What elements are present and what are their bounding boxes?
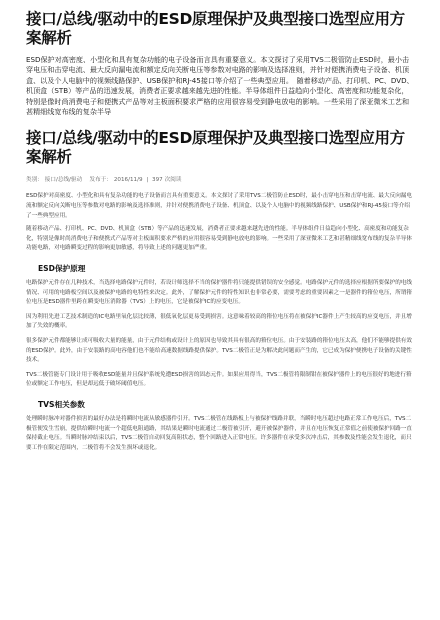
category-label: 类别：: [26, 177, 43, 184]
article-paragraph: 很多保护元件都能够让成可吸收大量的能量，由于元件结构或设计上的原因也导致其具有很高的箝位电压。由于安装路的箝位电压太高，他们不能够提供有效的ESD保护。此外，由于安装路的高电容他们也不能给高速数据线路提供保护。TVS二极管正是为解决此问题而产生的，它已成为保护便携电子设备的关键性技术。: [26, 337, 412, 364]
article-paragraph: ESD保护对高密度、小型化和具有复杂功能的电子设备而言具有重要意义。本文探讨了采用TVS二极管防止ESD时，最小击穿电压和击穿电流、最大反向漏电流和额定反向关断电压等参数对电路的影响及选择准则，并针对便携消费电子设备、机顶盒、以及个人电脑中的视频线路保护、USB保护和RJ-45接口等介绍了一些典型应用。: [26, 193, 412, 219]
date-label: 发布于：: [89, 177, 112, 184]
article-paragraph: 电路保护元件存在几种技术，当选择电路保护元件时，若设计师选择不当的保护器件将只能提供错误的安全感觉。电路保护元件的选择应根据所要保护的电线情况、可用的电路板空间以及被保护电路的电特性来决定。此外，了解保护元件的特性知识也非常必要，需要考虑的重要因素之一是器件的箝位电压，所谓箝位电压是ESD器件里跨在瞬变电压消除器（TVS）上的电压，它是被保护IC的应变电压。: [26, 280, 412, 306]
summary-text: ESD保护对高密度、小型化和具有复杂功能的电子设备而言具有重要意义。本文探讨了采用TVS二极管防止ESD时，最小击穿电压和击穿电流、最大反向漏电流和额定反向关断电压等参数对电路的影响及选择准则，并针对便携消费电子设备、机顶盒、以及个人电脑中的视频线路保护、USB保护和RJ-45接口等介绍了一些典型应用。 随着移动产品、打印机、PC、DVD、机顶盒（STB）等产品的迅速发展，消费者正要求越来越先进的性能。半导体组件日益趋向小型化、高密度和功能复杂化，特别是像时尚消费电子和便携式产品等对主板面积要求严格的应用很容易受到静电放电的影响。一些采用了深亚微米工艺和甚精细线宽布线的复杂半导: [26, 55, 414, 117]
category-link[interactable]: 接口/总线/驱动: [44, 177, 83, 184]
section-heading-esd: ESD保护原理: [38, 264, 86, 273]
article-paragraph: 处理瞬时脉冲对器件损害的最好办法是将瞬时电流从敏感器件引开。TVS二极管在线路板上与被保护线路并联，当瞬时电压超过电路正常工作电压后，TVS二极管便发生雪崩，提供给瞬时电流一个超低电阻通路，其结果是瞬时电流通过二极管被引开，避开被保护器件，并且在电压恢复正常值之前使被保护回路一直保持截止电压。当瞬时脉冲结束以后，TVS二极管自动回复高阻状态，整个回路进入正常电压。许多器件在承受多次冲击后，其参数及性能会发生退化，而只要工作在限定范围内，二极管将不会发生损坏或退化。: [26, 415, 412, 451]
meta-separator: [84, 177, 86, 183]
article-title: 接口/总线/驱动中的ESD原理保护及典型接口选型应用方案解析: [26, 129, 405, 167]
page-title: 接口/总线/驱动中的ESD原理保护及典型接口选型应用方案解析: [26, 10, 405, 47]
meta-divider: |: [146, 177, 149, 184]
view-count: 397: [152, 177, 163, 184]
article-meta: [26, 176, 414, 184]
article-paragraph: 随着移动产品、打印机、PC、DVD、机顶盒（STB）等产品的迅速发展，消费者正要求越来越先进的性能。半导体组件日益趋向小型化、高密度和功能复杂化，特别是像时尚消费电子和便携式产品等对主板面积要求严格的应用很容易受到静电放电的影响。一些采用了深亚微米工艺和甚精细线宽布线的复杂半导体功能电路，对电路瞬变过程的影响更加敏感，将导致上述的问题更加严重。: [26, 226, 412, 252]
view-count-label: 次阅读: [164, 177, 182, 184]
section-heading-tvs: TVS相关参数: [38, 399, 85, 409]
publish-date: 2016/11/9: [113, 177, 143, 184]
article-paragraph: TVS二极管能专门设计用于吸收ESD能量并且保护系统免遭ESD损害的固态元件。如果应用得当，TVS二极管将限制钳在被保护器件上的电压很好的地进行箝位或额定工作电压，但是却远低于破坏阈值电压。: [26, 371, 412, 388]
article-paragraph: 因为利用先进工艺技术制造的IC电路里氧化层比较薄，很低氧化层更易受到损害。这意味着较高的箝位电压将在被保护IC器件上产生较高的应变电压，并且增加了失效的概率。: [26, 313, 412, 330]
